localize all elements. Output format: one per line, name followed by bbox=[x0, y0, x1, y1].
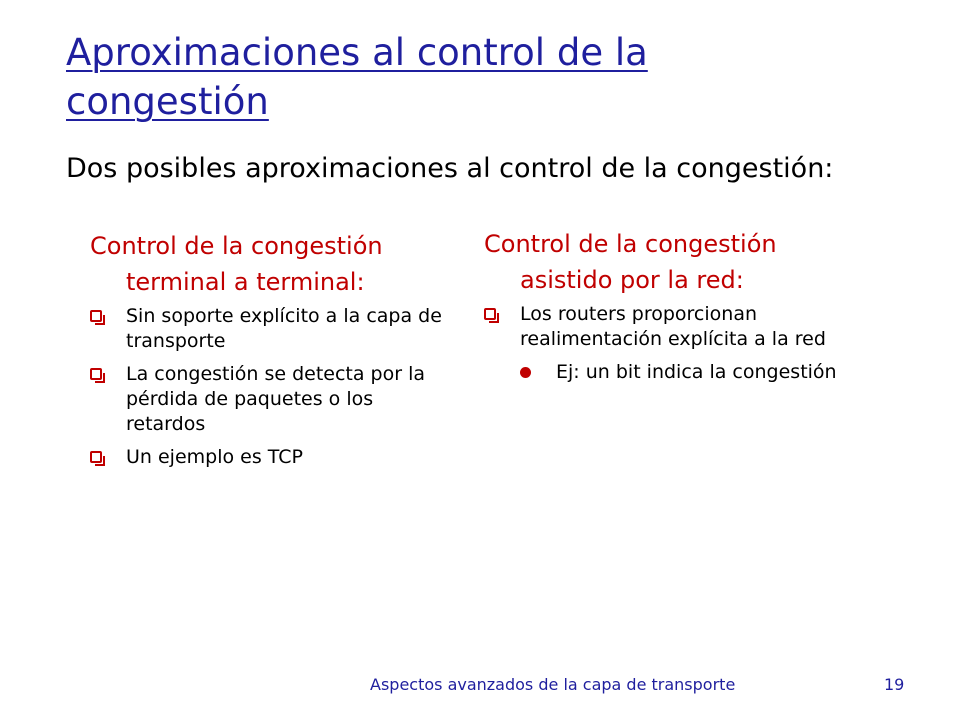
page-number: 19 bbox=[884, 675, 905, 694]
list-item bbox=[520, 360, 844, 385]
right-heading-line2: asistido por la red: bbox=[520, 266, 744, 294]
square-bullet-icon bbox=[90, 368, 102, 380]
list-item bbox=[484, 302, 844, 352]
sub-bullet-text: Ej: un bit indica la congestión bbox=[556, 361, 837, 383]
bullet-text: Un ejemplo es TCP bbox=[126, 446, 304, 468]
right-sub-bullet-list bbox=[484, 360, 844, 385]
bullet-text: Sin soporte explícito a la capa de transporte bbox=[126, 305, 442, 352]
left-heading-line1: Control de la congestión bbox=[90, 232, 383, 260]
bullet-text: La congestión se detecta por la pérdida de paquetes o los retardos bbox=[126, 363, 426, 435]
list-item bbox=[90, 304, 450, 354]
right-bullet-list bbox=[484, 302, 844, 352]
list-item bbox=[90, 445, 450, 470]
square-bullet-icon bbox=[90, 310, 102, 322]
circle-bullet-icon bbox=[520, 367, 531, 378]
slide-title: Aproximaciones al control de la congestión bbox=[66, 31, 648, 123]
right-heading-line1: Control de la congestión bbox=[484, 230, 777, 258]
list-item bbox=[90, 362, 450, 437]
square-bullet-icon bbox=[90, 451, 102, 463]
slide-subtitle: Dos posibles aproximaciones al control de la congestión: bbox=[66, 153, 834, 184]
left-bullet-list bbox=[90, 304, 450, 470]
square-bullet-icon bbox=[484, 308, 496, 320]
bullet-text: Los routers proporcionan realimentación explícita a la red bbox=[520, 303, 826, 350]
left-column-heading bbox=[90, 228, 450, 300]
left-heading-line2: terminal a terminal: bbox=[126, 268, 365, 296]
slide-footer: Aspectos avanzados de la capa de transporte bbox=[370, 675, 736, 694]
right-column-heading bbox=[484, 226, 844, 298]
right-column bbox=[484, 226, 844, 385]
left-column bbox=[90, 228, 450, 478]
